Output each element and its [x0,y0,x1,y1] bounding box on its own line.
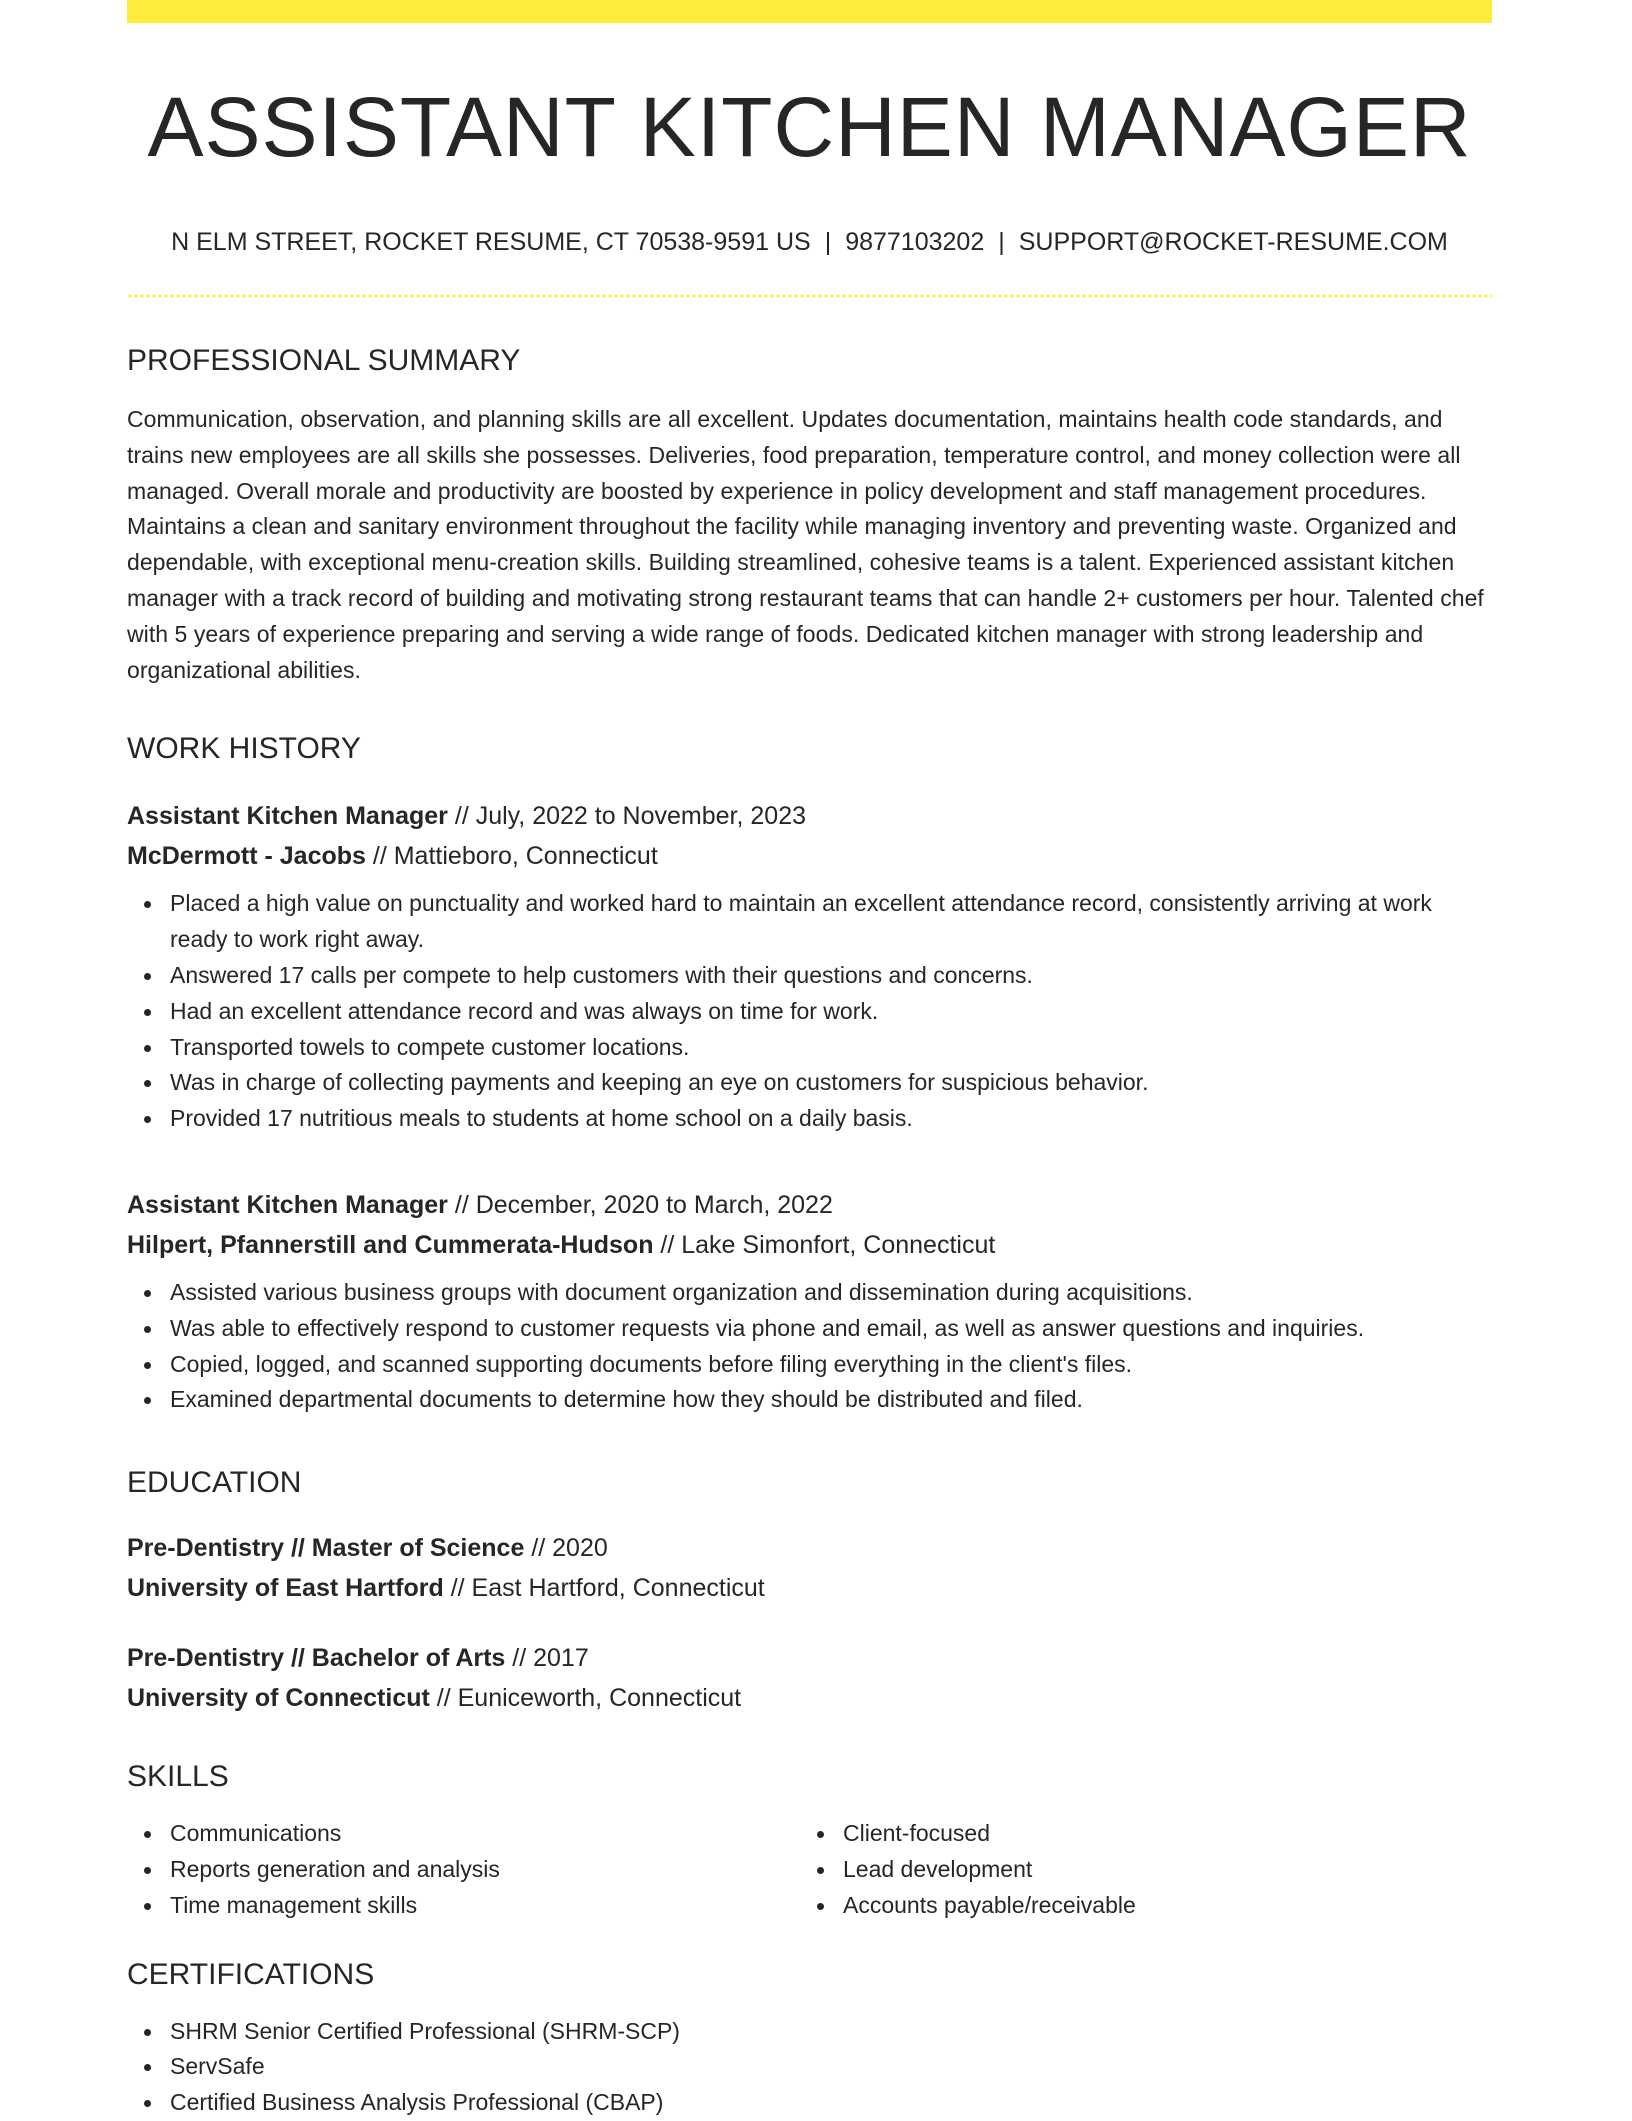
list-item: Provided 17 nutritious meals to students at home school on a daily basis. [170,1101,1492,1137]
degree-year: // 2020 [524,1534,608,1563]
job-role: Assistant Kitchen Manager [127,802,448,831]
list-item: Was in charge of collecting payments and keeping an eye on customers for suspicious behavior. [170,1065,1492,1101]
skill-item: Lead development [843,1852,1473,1888]
skills-left-column [127,1816,800,1923]
skill-item: Communications [170,1816,800,1852]
job-entry [127,1185,1492,1418]
skill-item: Time management skills [170,1888,800,1924]
skills-grid [127,1816,1492,1923]
school: University of East Hartford [127,1574,444,1603]
skill-item: Client-focused [843,1816,1473,1852]
job-role-line [127,796,1492,836]
certification-item: SHRM Senior Certified Professional (SHRM-SCP) [170,2014,1492,2050]
school-line [127,1678,1492,1718]
education-entry [127,1528,1492,1608]
job-company-line [127,836,1492,876]
job-location: // Mattieboro, Connecticut [365,842,658,871]
resume-page [127,0,1492,2121]
education-heading: EDUCATION [127,1466,302,1500]
summary-text: Communication, observation, and planning skills are all excellent. Updates documentation, maintains health code standards, and trains new employees are all skills she possesses. Deliveries, food preparation, temperature control, and money collection were all managed. Overall morale and productivity are boosted by experience in policy development and staff management procedures. Maintains a clean and sanitary environment throughout the facility while managing inventory and preventing waste. Organized and dependable, with exceptional menu-creation skills. Building streamlined, cohesive teams is a talent. Experienced assistant kitchen manager with a track record of building and motivating strong restaurant teams that can handle 2+ customers per hour. Talented chef with 5 years of experience preparing and serving a wide range of foods. Dedicated kitchen manager with strong leadership and organizational abilities. [127,406,1484,683]
job-bullets [127,886,1492,1137]
certifications-heading: CERTIFICATIONS [127,1957,375,1991]
work-history-heading: WORK HISTORY [127,732,361,766]
job-company: Hilpert, Pfannerstill and Cummerata-Hudson [127,1230,654,1259]
email: SUPPORT@ROCKET-RESUME.COM [1018,228,1448,256]
job-bullets [127,1275,1492,1418]
education-entry [127,1638,1492,1718]
job-dates: // July, 2022 to November, 2023 [447,802,807,831]
skill-item: Accounts payable/receivable [843,1888,1473,1924]
job-role-line [127,1185,1492,1225]
school: University of Connecticut [127,1684,430,1713]
school-line [127,1568,1492,1608]
list-item: Copied, logged, and scanned supporting documents before filing everything in the client's files. [170,1347,1492,1383]
certification-item: Certified Business Analysis Professional (CBAP) [170,2085,1492,2121]
degree-line [127,1528,1492,1568]
job-role: Assistant Kitchen Manager [127,1190,448,1219]
skills-heading: SKILLS [127,1760,229,1794]
list-item: Answered 17 calls per compete to help customers with their questions and concerns. [170,958,1492,994]
list-item: Assisted various business groups with document organization and dissemination during acquisitions. [170,1275,1492,1311]
phone: 9877103202 [845,228,985,256]
contact-separator: | [824,228,832,256]
degree-line [127,1638,1492,1678]
skills-right-column [800,1816,1473,1923]
accent-bar [127,0,1492,23]
list-item: Placed a high value on punctuality and worked hard to maintain an excellent attendance record, consistently arriving at work ready to work right away. [170,886,1492,958]
school-location: // Euniceworth, Connecticut [429,1684,742,1713]
list-item: Was able to effectively respond to customer requests via phone and email, as well as answer questions and inquiries. [170,1311,1492,1347]
list-item: Examined departmental documents to determine how they should be distributed and filed. [170,1382,1492,1418]
job-dates: // December, 2020 to March, 2022 [447,1190,833,1219]
job-company: McDermott - Jacobs [127,842,366,871]
summary-heading: PROFESSIONAL SUMMARY [127,344,521,377]
school-location: // East Hartford, Connecticut [443,1574,765,1603]
certifications-list [127,2014,1492,2121]
degree-year: // 2017 [505,1644,589,1673]
job-entry [127,796,1492,1137]
degree: Pre-Dentistry // Bachelor of Arts [127,1644,506,1673]
job-location: // Lake Simonfort, Connecticut [653,1230,996,1259]
list-item: Had an excellent attendance record and was always on time for work. [170,994,1492,1030]
contact-line [127,230,1492,255]
resume-title: ASSISTANT KITCHEN MANAGER [147,80,1472,174]
skill-item: Reports generation and analysis [170,1852,800,1888]
contact-separator: | [998,228,1005,256]
job-company-line [127,1225,1492,1265]
degree: Pre-Dentistry // Master of Science [127,1534,525,1563]
certification-item: ServSafe [170,2049,1492,2085]
list-item: Transported towels to compete customer locations. [170,1030,1492,1066]
dotted-divider [127,294,1492,298]
address: N ELM STREET, ROCKET RESUME, CT 70538-9591 US [171,228,811,256]
